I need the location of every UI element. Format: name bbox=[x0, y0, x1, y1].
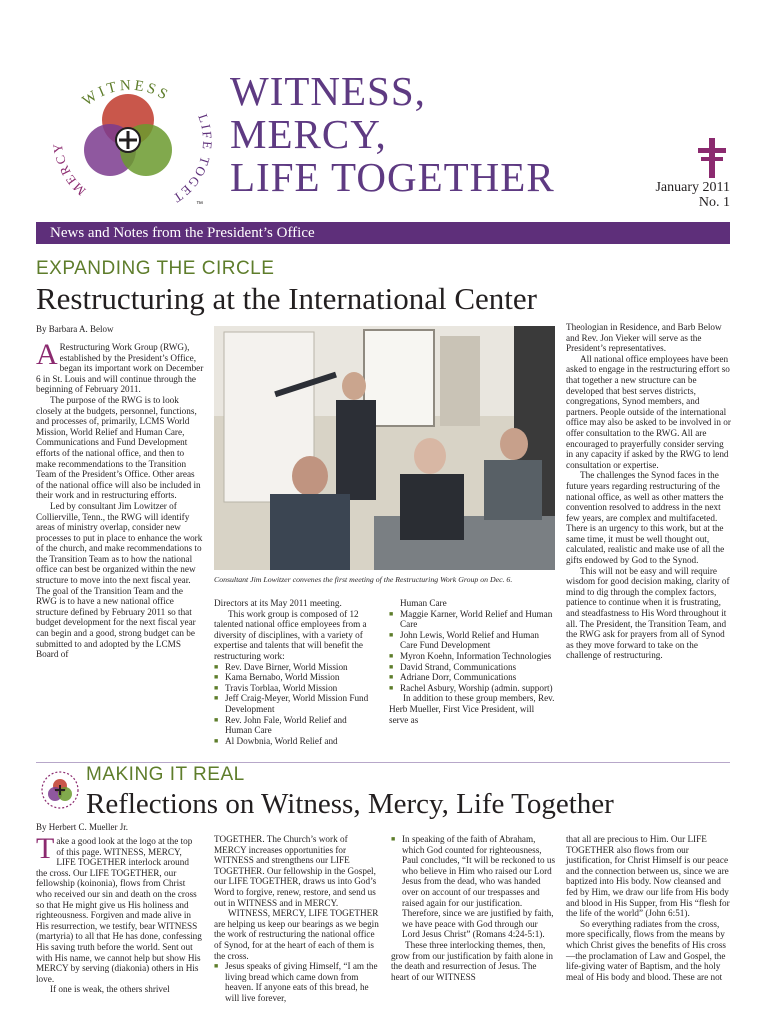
masthead-title-line-3: LIFE TOGETHER bbox=[230, 154, 555, 200]
article2-headline: Reflections on Witness, Mercy, Life Together bbox=[86, 788, 614, 820]
article1-col4-para-2: All national office employees have been asked to engage in the restructuring effort so that together a new structure can be developed that best serves districts, congregations, Synod members, and partners. People outside of the international office may also be asked to be involved in or offer consultation to the RWG. All are encouraged to prayerfully consider serving in any capacity if asked by the RWG to lend consultation or expertise. bbox=[566, 353, 731, 470]
article2-col2-para-2: WITNESS, MERCY, LIFE TOGETHER are helping us keep our bearings as we begin the work of restructuring the national office of Synod, for at the heart of each of them is the cross. bbox=[214, 908, 379, 961]
svg-text:MERCY bbox=[50, 141, 89, 199]
article1-col2-intro-1: Directors at its May 2011 meeting. bbox=[214, 598, 342, 608]
article1-col1-para-1: Restructuring Work Group (RWG), established by the President’s Office, began its important work on December 6 in St. Louis and will continue through the beginning of February 2011. bbox=[36, 342, 204, 395]
section-divider bbox=[36, 762, 730, 763]
list-item: ■ Jesus speaks of giving Himself, “I am the living bread which came down from heaven. If anyone eats of this bread, he will live forever, bbox=[214, 961, 382, 1003]
member-list-b bbox=[389, 609, 555, 694]
article2-col4-para-2: So everything radiates from the cross, more specifically, flows from the means by which Christ gives the benefits of His cross—the proclamation of Law and Gospel, the life-giving water of Baptism, and the holy meal of His body and blood. These are not bbox=[566, 918, 726, 982]
article2-col3 bbox=[391, 834, 557, 982]
article2-col2 bbox=[214, 834, 382, 1004]
meeting-photo bbox=[214, 326, 555, 570]
article2-col3-para-2: These three interlocking themes, then, grow from our justification by faith alone in the death and resurrection of Jesus. The heart of our WITNESS bbox=[391, 939, 554, 982]
article2-col2-para-1: TOGETHER. The Church’s work of MERCY increases opportunities for WITNESS and strengthens our LIFE TOGETHER. Our fellowship in the Gospel, our LIFE TOGETHER, draws us into God’s Word to forgive, renew, restore, and send us out in WITNESS and in MERCY. bbox=[214, 834, 377, 908]
article1-col1-para-2: The purpose of the RWG is to look closely at the budgets, personnel, functions, and processes of, primarily, LCMS World Mission, World Relief and Human Care, Communications and Fund Development efforts of the national office, and then to make recommendations to the Transition Team of the President’s Office. Other areas of the national office will also be included in their work and in restructuring efforts. bbox=[36, 394, 201, 501]
list-item: ■ John Lewis, World Relief and Human Care Fund Development bbox=[389, 630, 555, 651]
list-item: ■ Rachel Asbury, Worship (admin. support) bbox=[389, 683, 555, 694]
article2-col4-para-1: that all are precious to Him. Our LIFE TOGETHER also flows from our justification, for Christ Himself is our peace and the connection between us, since we are baptized into His body. Now cleansed and fed by Him, we draw our life from His body and blood in His Supper, from His “flesh for the life of the world” (John 6:51). bbox=[566, 834, 730, 919]
church-cross-icon bbox=[695, 136, 729, 180]
list-item: ■ Rev. John Fale, World Relief and Human Care bbox=[214, 715, 374, 736]
masthead-band: News and Notes from the President’s Office bbox=[36, 222, 730, 244]
article1-col2 bbox=[214, 598, 374, 746]
article1-col4 bbox=[566, 322, 732, 661]
article1-kicker: EXPANDING THE CIRCLE bbox=[36, 258, 275, 279]
article1-byline: By Barbara A. Below bbox=[36, 324, 114, 334]
masthead-title-line-1: WITNESS, bbox=[230, 68, 426, 114]
masthead-logo bbox=[40, 42, 220, 222]
article1-col4-para-4: This will not be easy and will require wisdom for good decision making, clarity of mind to dig through the complex factors, patience to continue when it is frustrating, and steadfastness to His Word throughout it all. The President, the Transition Team, and the RWG ask for prayers from all of Synod as they move forward to take on the challenge of restructuring. bbox=[566, 565, 730, 661]
svg-text:™: ™ bbox=[196, 201, 203, 208]
list-item: ■ Adriane Dorr, Communications bbox=[389, 672, 555, 683]
logo-mercy-text: MERCY bbox=[49, 140, 89, 199]
logo-emblem-icon bbox=[40, 42, 220, 222]
member-list-a bbox=[214, 662, 374, 747]
logo-life-together-text: LIFE TOGET bbox=[169, 112, 216, 207]
article1-col2-intro-2: This work group is composed of 12 talented national office employees from a diversity of disciplines, with a variety of expertise and talents that will benefit the restructuring work: bbox=[214, 608, 367, 661]
article1-col3 bbox=[389, 598, 555, 725]
article1-col4-para-3: The challenges the Synod faces in the future years regarding restructuring of the national office, as well as other matters the convention resolved to address in the next few years, are complex and multifaceted. There is an urgency to this work, but at the same time, it must be well thought out, calculated, realistic and make use of all the gifts endowed by God to the Synod. bbox=[566, 470, 725, 566]
article2-col1-para-1: ake a good look at the logo at the top of this page. WITNESS, MERCY, LIFE TOGETHER interlock around the cross. Our LIFE TOGETHER, our fellowship (koinonia), flows from Christ who received our sin and death on the cross so that He might give us His holiness and righteousness. Forgiven and made alive in His resurrection, we testify, bear WITNESS (martyria) to all that He has done, confessing His saving truth before the world. Sent out with His name, we cannot help but show His MERCY by serving (diakonia) others in His love. bbox=[36, 836, 202, 984]
masthead-title bbox=[230, 70, 555, 199]
list-item: ■ Al Dowbnia, World Relief and bbox=[214, 736, 374, 747]
list-item: ■ David Strand, Communications bbox=[389, 662, 555, 673]
article1-dropcap: A bbox=[36, 338, 58, 371]
list-item: ■ In speaking of the faith of Abraham, which God counted for righteousness, Paul concludes, “It will be reckoned to us who believe in Him who raised our Lord Jesus from the dead, who was handed over on account of our trespasses and raised again for our justification. Therefore, since we are justified by faith, we have peace with God through our Lord Jesus Christ” (Romans 4:24-5:1). bbox=[391, 834, 557, 940]
list-item: ■ Jeff Craig-Meyer, World Mission Fund Development bbox=[214, 693, 374, 714]
photo-caption: Consultant Jim Lowitzer convenes the first meeting of the Restructuring Work Group on Dec. 6. bbox=[214, 575, 513, 584]
list-item: ■ Myron Koehn, Information Technologies bbox=[389, 651, 555, 662]
list-item: Human Care bbox=[400, 598, 447, 608]
article1-col1-para-3: Led by consultant Jim Lowitzer of Collierville, Tenn., the RWG will identify areas of ministry overlap, consider new processes to put in place to enhance the work of the church, and make recommendations to the Transition Team as to how the national office can best be organized within the new structure to move into the next fiscal year. The goal of the Transition Team and the RWG is to have a new national office structure defined by February 2011 so that budget development for the next fiscal year can begin and a good, strong budget can be submitted to and adopted by the LCMS Board of bbox=[36, 500, 203, 660]
issue-info bbox=[640, 180, 730, 210]
issue-number: No. 1 bbox=[698, 195, 730, 210]
list-item: ■ Travis Torblaa, World Mission bbox=[214, 683, 374, 694]
article1-col3-tail: In addition to these group members, Rev. Herb Mueller, First Vice President, will serve as bbox=[389, 693, 555, 725]
small-logo-icon bbox=[40, 770, 80, 810]
list-item: ■ Rev. Dave Birner, World Mission bbox=[214, 662, 374, 673]
article1-col1 bbox=[36, 338, 204, 660]
article2-col1 bbox=[36, 832, 202, 995]
logo-witness-text: WITNESS bbox=[79, 77, 173, 110]
article2-dropcap: T bbox=[36, 832, 55, 865]
masthead-title-line-2: MERCY, bbox=[230, 111, 387, 157]
issue-date: January 2011 bbox=[655, 180, 730, 195]
list-item: ■ Maggie Karner, World Relief and Human Care bbox=[389, 609, 555, 630]
article2-col1-para-2: If one is weak, the others shrivel bbox=[50, 984, 170, 995]
article1-headline: Restructuring at the International Center bbox=[36, 281, 537, 316]
article2-kicker: MAKING IT REAL bbox=[86, 764, 245, 785]
article1-col4-para-1: Theologian in Residence, and Barb Below and Rev. Jon Vieker will serve as the President’s representatives. bbox=[566, 322, 722, 354]
article2-col4 bbox=[566, 834, 732, 982]
article2-byline: By Herbert C. Mueller Jr. bbox=[36, 822, 128, 832]
list-item: ■ Kama Bernabo, World Mission bbox=[214, 672, 374, 683]
